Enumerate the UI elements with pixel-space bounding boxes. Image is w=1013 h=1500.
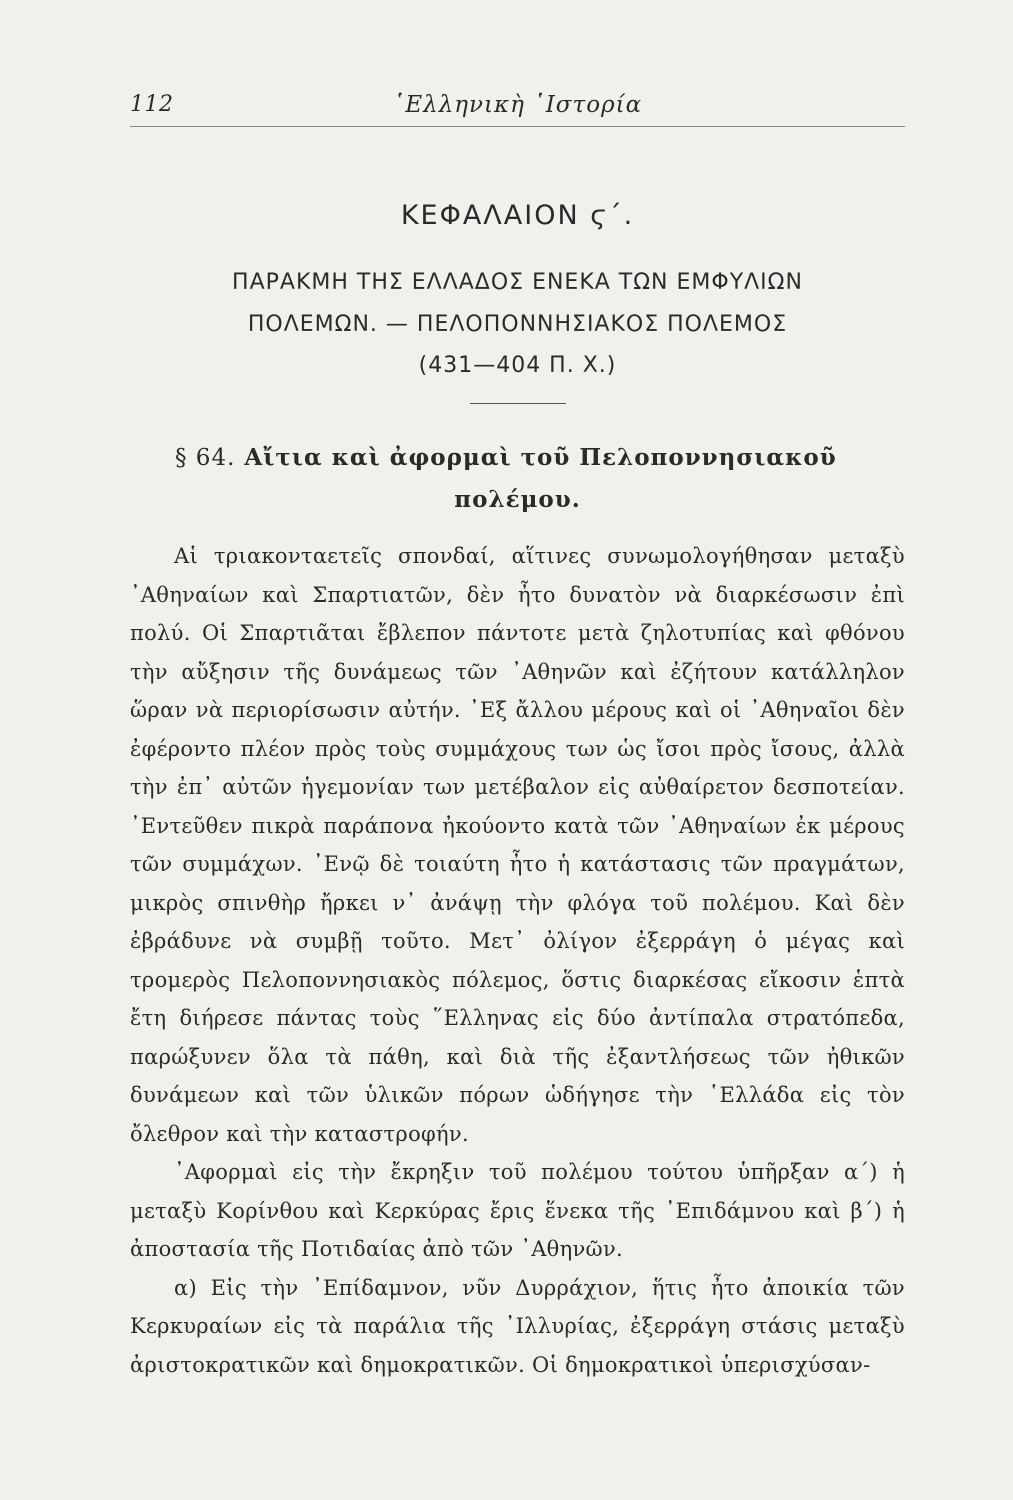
chapter-dates: (431—404 Π. Χ.) [418,353,617,378]
section-heading [175,437,900,521]
running-title: ῾Ελληνικὴ ῾Ιστορία [392,92,643,118]
chapter-title-line-1: ΠΑΡΑΚΜΗ ΤΗΣ ΕΛΛΑΔΟΣ ΕΝΕΚΑ ΤΩΝ ΕΜΦΥΛΙΩΝ [232,270,803,295]
paragraph-3: α) Εἰς τὴν ᾿Επίδαμνον, νῦν Δυρράχιον, ἥτις ἦτο ἀποικία τῶν Κερκυραίων εἰς τὰ παράλια τῆς ᾿Ιλλυρίας, ἐξερράγη στάσις μεταξὺ ἀριστοκρατικῶν καὶ δημοκρατικῶν. Οἱ δημοκρατικοὶ ὑπερισχύσαν- [130,1275,905,1377]
paragraph-2: ᾿Αφορμαὶ εἰς τὴν ἔκρηξιν τοῦ πολέμου τούτου ὑπῆρξαν α΄) ἡ μεταξὺ Κορίνθου καὶ Κερκύρας ἔρις ἕνεκα τῆς ᾿Επιδάμνου καὶ β΄) ἡ ἀποστασία τῆς Ποτιδαίας ἀπὸ τῶν ᾿Αθηνῶν. [130,1160,905,1261]
chapter-title [130,262,905,346]
page-number: 112 [130,92,174,117]
section-title-continued: πολέμου. [454,486,581,513]
body-text [130,537,905,1384]
chapter-heading: ΚΕΦΑΛΑΙΟΝ ϛ΄. [400,200,635,231]
section-title: Αἴτια καὶ ἀφορμαὶ τοῦ Πελοποννησιακοῦ [244,444,837,471]
paragraph-1: Αἱ τριακονταετεῖς σπονδαί, αἵτινες συνωμολογήθησαν μεταξὺ ᾿Αθηναίων καὶ Σπαρτιατῶν, δὲν ἦτο δυνατὸν νὰ διαρκέσωσιν ἐπὶ πολύ. Οἱ Σπαρτιᾶται ἔβλεπον πάντοτε μετὰ ζηλοτυπίας καὶ φθόνου τὴν αὔξησιν τῆς δυνάμεως τῶν ᾿Αθηνῶν καὶ ἐζήτουν κατάλληλον ὥραν νὰ περιορίσωσιν αὐτήν. ᾿Εξ ἄλλου μέρους καὶ οἱ ᾿Αθηναῖοι δὲν ἐφέροντο πλέον πρὸς τοὺς συμμάχους των ὡς ἴσοι πρὸς ἴσους, ἀλλὰ τὴν ἐπ᾿ αὐτῶν ἡγεμονίαν των μετέβαλον εἰς αὐθαίρετον δεσποτείαν. ᾿Εντεῦθεν πικρὰ παράπονα ἠκούοντο κατὰ τῶν ᾿Αθηναίων ἐκ μέρους τῶν συμμάχων. ᾿Ενῷ δὲ τοιαύτη ἦτο ἡ κατάστασις τῶν πραγμάτων, μικρὸς σπινθὴρ ἤρκει ν᾿ ἀνάψῃ τὴν φλόγα τοῦ πολέμου. Καὶ δὲν ἐβράδυνε νὰ συμβῇ τοῦτο. Μετ᾿ ὀλίγον ἐξερράγη ὁ μέγας καὶ τρομερὸς Πελοποννησιακὸς πόλεμος, ὅστις διαρκέσας εἴκοσιν ἑπτὰ ἔτη διήρεσε πάντας τοὺς ῞Ελληνας εἰς δύο ἀντίπαλα στρατόπεδα, παρώξυνεν ὅλα τὰ πάθη, καὶ διὰ τῆς ἐξαντλήσεως τῶν ἠθικῶν δυνάμεων καὶ τῶν ὑλικῶν πόρων ὡδήγησε τὴν ῾Ελλάδα εἰς τὸν ὄλεθρον καὶ τὴν καταστροφήν. [130,544,905,1146]
chapter-title-line-2: ΠΟΛΕΜΩΝ. — ΠΕΛΟΠΟΝΝΗΣΙΑΚΟΣ ΠΟΛΕΜΟΣ [247,312,788,337]
running-head [130,92,905,127]
section-divider [470,403,566,404]
section-number: § 64. [175,445,236,471]
